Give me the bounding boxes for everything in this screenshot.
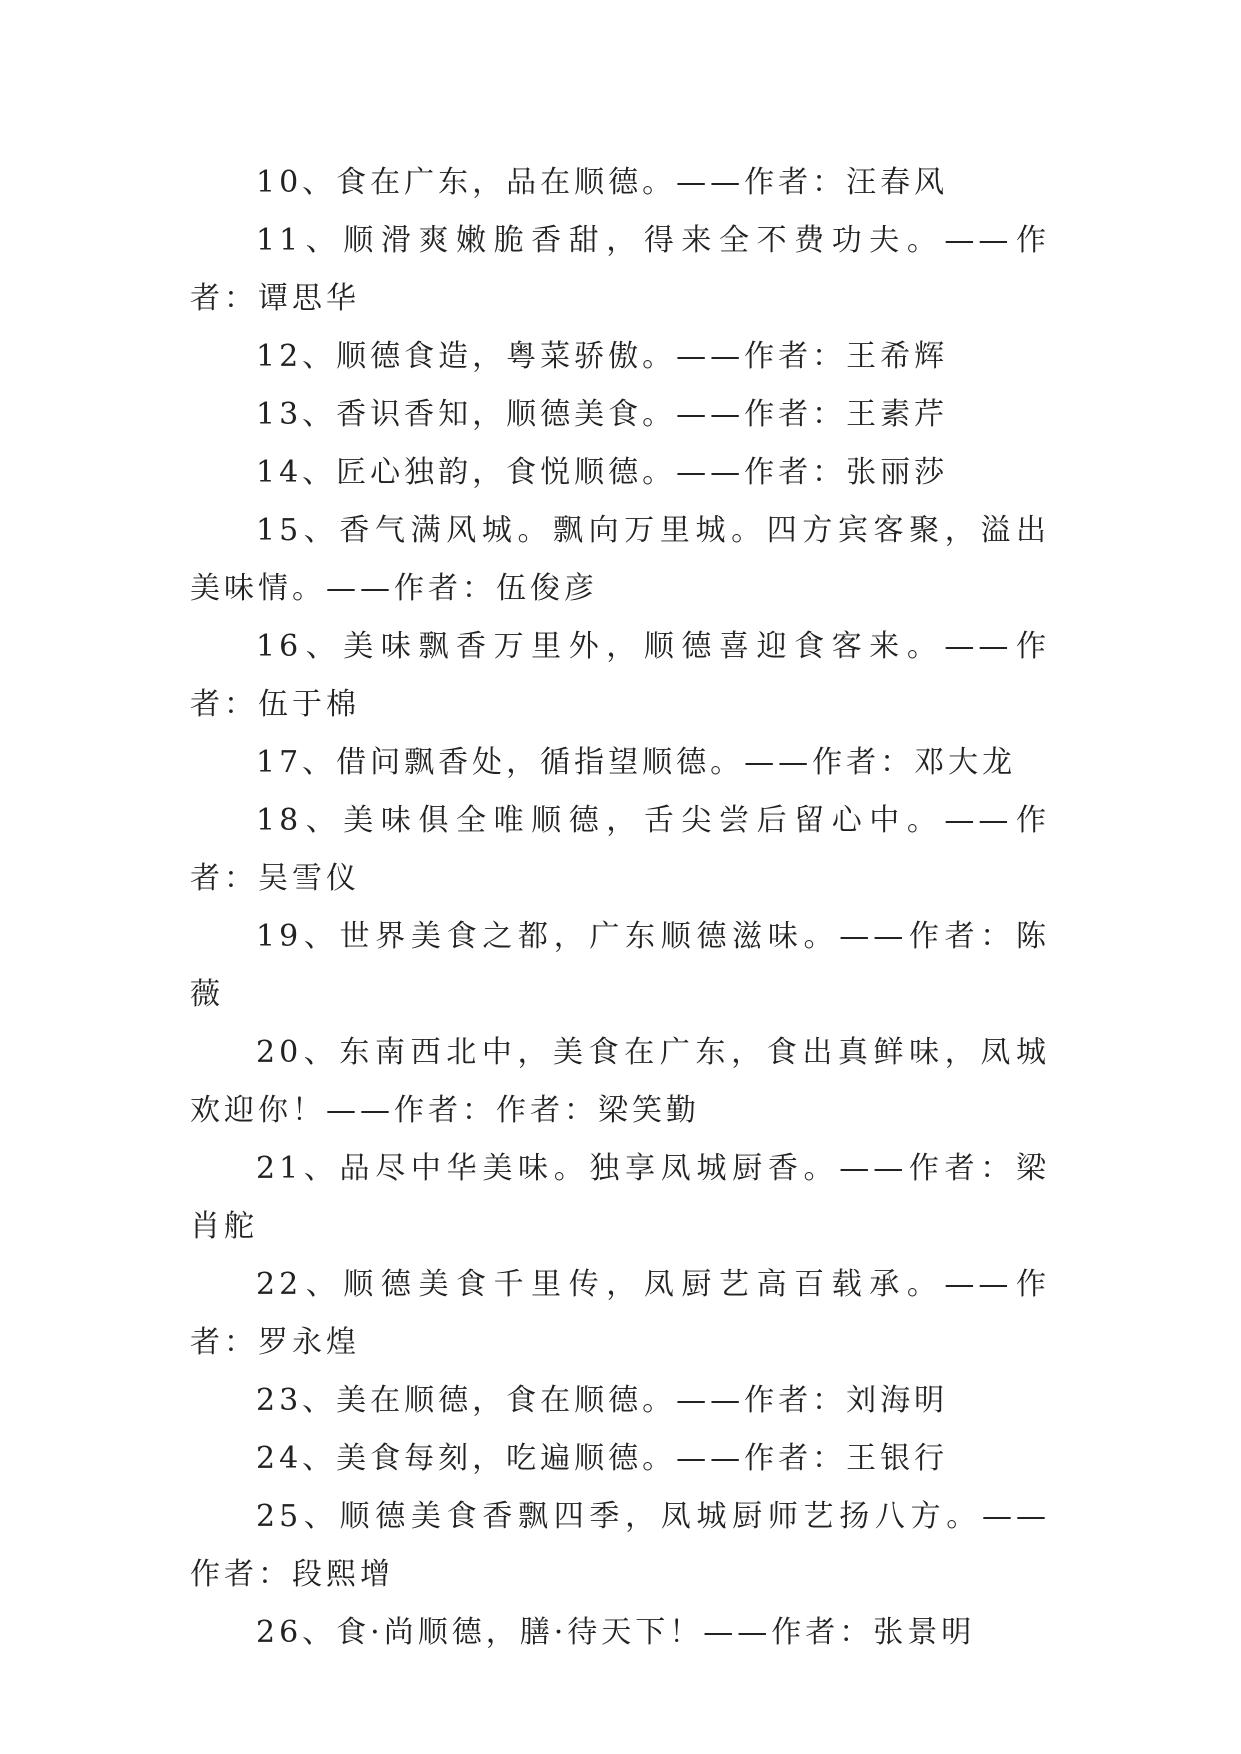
slogan-entry: 15、香气满风城。飘向万里城。四方宾客聚，溢出美味情。——作者：伍俊彦 <box>190 513 1050 606</box>
slogan-entry: 24、美食每刻，吃遍顺德。——作者：王银行 <box>256 1441 949 1476</box>
slogan-entry: 21、品尽中华美味。独享凤城厨香。——作者：梁肖舵 <box>190 1151 1050 1244</box>
slogan-entry: 22、顺德美食千里传，凤厨艺高百载承。——作者：罗永煌 <box>190 1267 1050 1360</box>
slogan-entry: 26、食·尚顺德，膳·待天下！——作者：张景明 <box>256 1615 976 1650</box>
slogan-entry: 12、顺德食造，粤菜骄傲。——作者：王希辉 <box>256 339 949 374</box>
slogan-entry: 10、食在广东，品在顺德。——作者：汪春风 <box>256 165 949 200</box>
slogan-entry: 13、香识香知，顺德美食。——作者：王素芹 <box>256 397 949 432</box>
slogan-entry: 16、美味飘香万里外，顺德喜迎食客来。——作者：伍于棉 <box>190 629 1050 722</box>
slogan-entry: 11、顺滑爽嫩脆香甜，得来全不费功夫。——作者：谭思华 <box>190 223 1050 316</box>
document-body <box>190 154 1050 1662</box>
slogan-entry: 14、匠心独韵，食悦顺德。——作者：张丽莎 <box>256 455 949 490</box>
slogan-entry: 18、美味俱全唯顺德，舌尖尝后留心中。——作者：吴雪仪 <box>190 803 1050 896</box>
slogan-entry: 17、借问飘香处，循指望顺德。——作者：邓大龙 <box>256 745 1017 780</box>
slogan-entry: 20、东南西北中，美食在广东，食出真鲜味，凤城欢迎你！——作者：作者：梁笑勤 <box>190 1035 1050 1128</box>
slogan-entry: 23、美在顺德，食在顺德。——作者：刘海明 <box>256 1383 949 1418</box>
slogan-entry: 19、世界美食之都，广东顺德滋味。——作者：陈薇 <box>190 919 1050 1012</box>
slogan-entry: 25、顺德美食香飘四季，凤城厨师艺扬八方。——作者：段熙增 <box>190 1499 1050 1592</box>
